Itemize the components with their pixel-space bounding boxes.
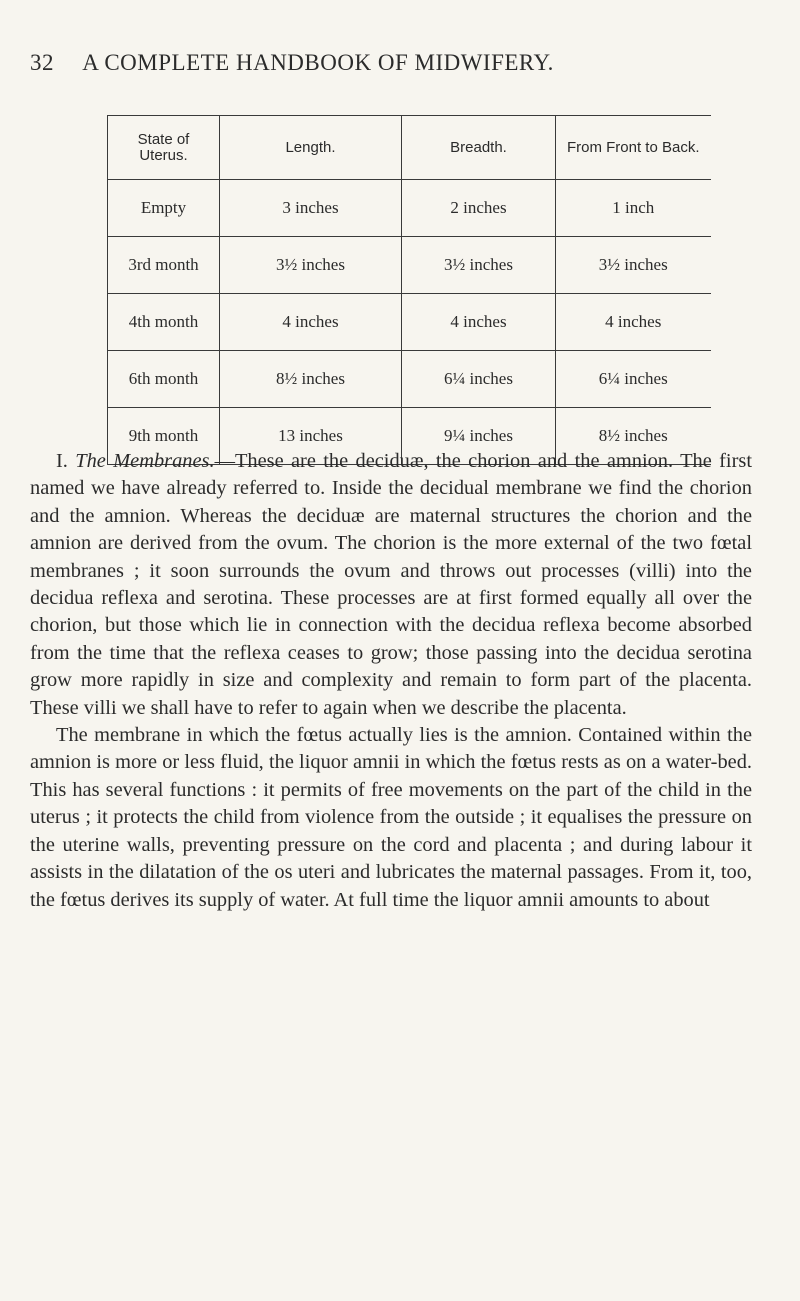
cell-state: 6th month bbox=[108, 351, 220, 408]
table-row bbox=[108, 294, 711, 351]
table-header-row bbox=[108, 116, 711, 180]
column-header-state: State of Uterus. bbox=[108, 116, 220, 180]
paragraph-amnion: The membrane in which the fœtus actually lies is the amnion. Contained within the amnion is more or less fluid, the liquor amnii in which the fœtus rests as on a water-bed. This has several functions : it permits of free movements on the part of the child in the uterus ; it protects the child from violence from the outside ; it equalises the pressure on the uterine walls, preventing pressure on the cord and placenta ; and during labour it assists in the dilatation of the os uteri and lubricates the maternal passages. From it, too, the fœtus derives its supply of water. At full time the liquor amnii amounts to about bbox=[30, 724, 752, 911]
section-heading: The Membranes. bbox=[75, 450, 215, 472]
paragraph-membranes bbox=[30, 448, 752, 722]
column-header-length: Length. bbox=[220, 116, 402, 180]
page-header bbox=[30, 50, 760, 90]
uterus-size-table bbox=[107, 115, 711, 465]
cell-front-to-back: 1 inch bbox=[556, 180, 711, 237]
cell-breadth: 6¼ inches bbox=[402, 351, 556, 408]
cell-breadth: 4 inches bbox=[402, 294, 556, 351]
table-row bbox=[108, 351, 711, 408]
cell-front-to-back: 6¼ inches bbox=[556, 351, 711, 408]
cell-state: 4th month bbox=[108, 294, 220, 351]
column-header-breadth: Breadth. bbox=[402, 116, 556, 180]
cell-breadth: 9¼ inches bbox=[402, 408, 556, 465]
cell-length: 13 inches bbox=[220, 408, 402, 465]
section-number: I. bbox=[56, 450, 68, 472]
cell-length: 4 inches bbox=[220, 294, 402, 351]
running-title: A COMPLETE HANDBOOK OF MIDWIFERY. bbox=[82, 50, 554, 75]
cell-breadth: 3½ inches bbox=[402, 237, 556, 294]
cell-front-to-back: 4 inches bbox=[556, 294, 711, 351]
cell-length: 3 inches bbox=[220, 180, 402, 237]
cell-state: 9th month bbox=[108, 408, 220, 465]
cell-length: 8½ inches bbox=[220, 351, 402, 408]
cell-front-to-back: 8½ inches bbox=[556, 408, 711, 465]
paragraph-text: —These are the deciduæ, the chorion and the amnion. The first named we have already referred to. Inside the decidual membrane we find the chorion and the amnion. Whereas the deciduæ are maternal structures the chorion and the amnion are derived from the ovum. The chorion is the more external of the two fœtal membranes ; it soon surrounds the ovum and throws out processes (villi) into the decidua reflexa and serotina. These processes are at first formed equally all over the chorion, but those which lie in connection with the decidua reflexa become absorbed from the time that the reflexa ceases to grow; those passing into the decidua serotina grow more rapidly in size and complexity and remain to form part of the placenta. These villi we shall have to refer to again when we describe the placenta. bbox=[30, 450, 752, 719]
cell-state: 3rd month bbox=[108, 237, 220, 294]
cell-length: 3½ inches bbox=[220, 237, 402, 294]
cell-state: Empty bbox=[108, 180, 220, 237]
uterus-size-table-container bbox=[107, 115, 710, 465]
page-number: 32 bbox=[30, 50, 54, 75]
cell-front-to-back: 3½ inches bbox=[556, 237, 711, 294]
column-header-front-to-back: From Front to Back. bbox=[556, 116, 711, 180]
body-text bbox=[30, 448, 752, 914]
table-row bbox=[108, 180, 711, 237]
table-row bbox=[108, 237, 711, 294]
cell-breadth: 2 inches bbox=[402, 180, 556, 237]
